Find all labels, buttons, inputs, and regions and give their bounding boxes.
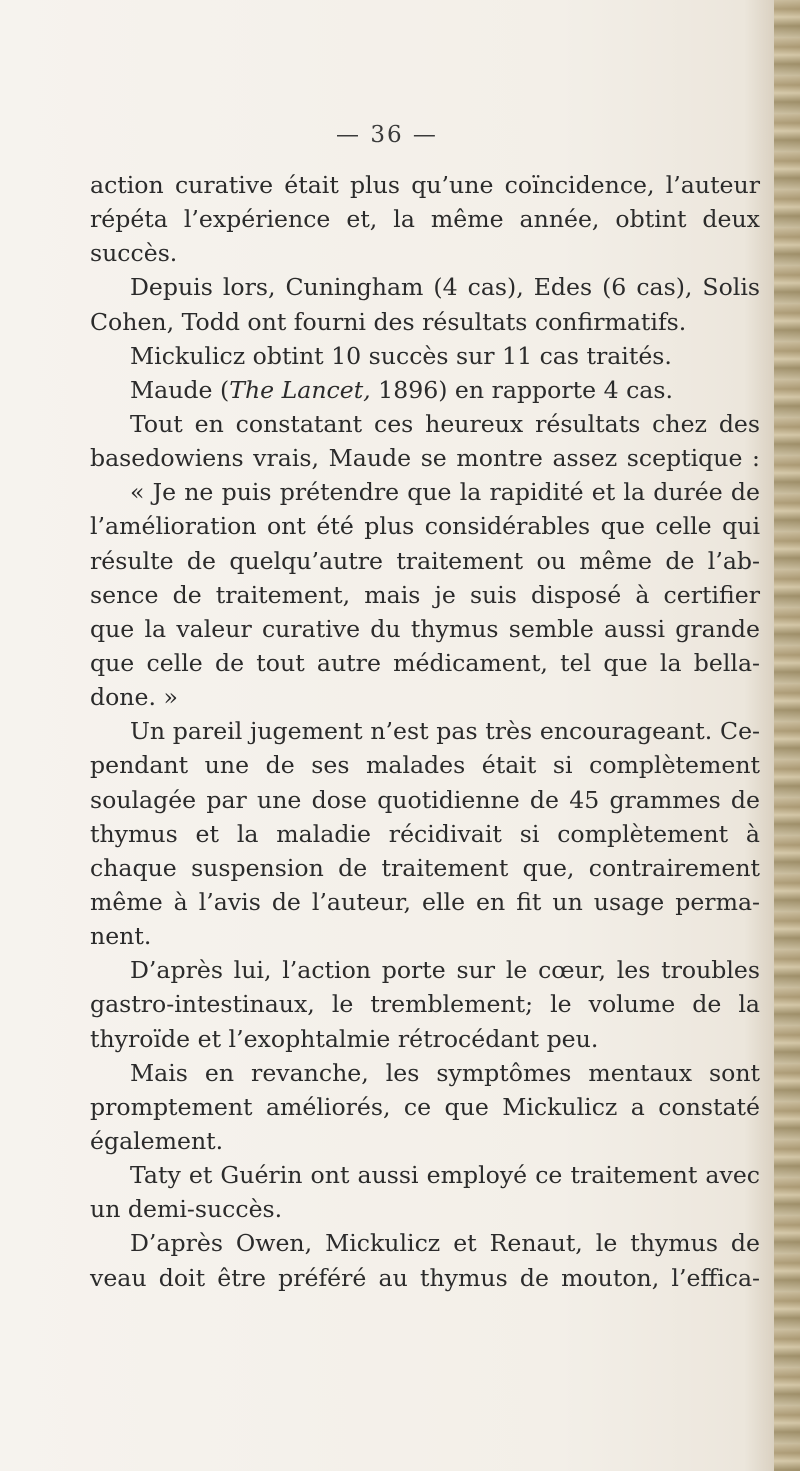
text-line: Un pareil jugement n’est pas très encourageant. Ce-	[130, 717, 760, 746]
text-line: veau doit être préféré au thymus de mouton, l’effica-	[90, 1263, 760, 1292]
text-line: gastro-intestinaux, le tremblement; le volume de la	[90, 990, 760, 1019]
text-line: nent.	[90, 922, 152, 951]
journal-title: The Lancet,	[229, 375, 371, 404]
text-line: Cohen, Todd ont fourni des résultats confirmatifs.	[90, 307, 687, 336]
text-line: pendant une de ses malades était si complètement	[90, 751, 760, 780]
text-line: Mais en revanche, les symptômes mentaux sont	[130, 1058, 760, 1087]
text-line: thymus et la maladie récidivait si complètement à	[90, 819, 760, 848]
text-line: action curative était plus qu’une coïncidence, l’auteur	[90, 171, 760, 199]
text-line: que celle de tout autre médicament, tel que la bella-	[90, 648, 760, 677]
text-line: Maude (The Lancet, 1896) en rapporte 4 cas.	[130, 375, 673, 404]
text-line: thyroïde et l’exophtalmie rétrocédant peu.	[90, 1024, 599, 1053]
text-line: basedowiens vrais, Maude se montre assez sceptique :	[90, 444, 760, 473]
page-number: — 36 —	[336, 122, 438, 148]
text-line: D’après lui, l’action porte sur le cœur, les troubles	[130, 956, 760, 985]
text-line: résulte de quelqu’autre traitement ou même de l’ab-	[90, 546, 760, 575]
text-line: Mickulicz obtint 10 succès sur 11 cas traités.	[130, 341, 672, 370]
text-line: chaque suspension de traitement que, contrairement	[90, 853, 760, 882]
text-line: soulagée par une dose quotidienne de 45 grammes de	[90, 785, 760, 814]
text-line: répéta l’expérience et, la même année, obtint deux	[90, 205, 760, 234]
text-line: D’après Owen, Mickulicz et Renaut, le thymus de	[130, 1229, 760, 1258]
text-line: l’amélioration ont été plus considérables que celle qui	[90, 512, 760, 541]
page-edge	[774, 0, 800, 1471]
text-line: un demi-succès.	[90, 1195, 283, 1224]
text-line: « Je ne puis prétendre que la rapidité et la durée de	[130, 478, 760, 507]
text-line: Depuis lors, Cuningham (4 cas), Edes (6 cas), Solis	[130, 273, 760, 302]
text-line: promptement améliorés, ce que Mickulicz a constaté	[90, 1092, 760, 1121]
text-line: Tout en constatant ces heureux résultats chez des	[130, 409, 760, 438]
text-line: que la valeur curative du thymus semble aussi grande	[90, 614, 760, 643]
text-line: également.	[90, 1126, 224, 1155]
text-line: sence de traitement, mais je suis disposé à certifier	[90, 580, 760, 609]
body-text	[90, 168, 760, 1295]
text-line: même à l’avis de l’auteur, elle en fit un usage perma-	[90, 887, 760, 916]
text-line: succès.	[90, 239, 178, 268]
text-line: done. »	[90, 683, 178, 712]
text-line: Taty et Guérin ont aussi employé ce traitement avec	[130, 1161, 760, 1190]
